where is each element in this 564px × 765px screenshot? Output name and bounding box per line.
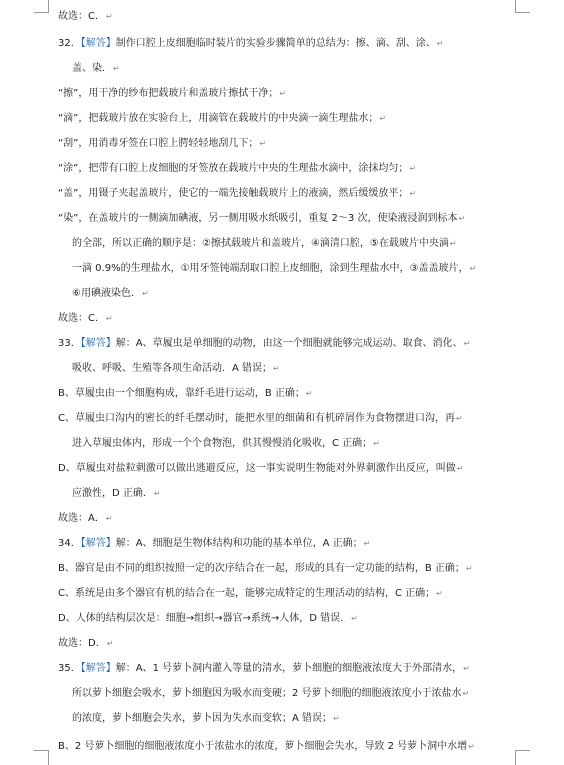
text-line xyxy=(0,637,564,651)
text-line xyxy=(0,62,564,76)
paragraph-mark-icon: ↵ xyxy=(436,39,444,48)
paragraph-mark-icon: ↵ xyxy=(456,464,464,473)
paragraph-mark-icon: ↵ xyxy=(153,489,161,498)
text-line xyxy=(0,362,564,376)
text-line xyxy=(0,662,564,676)
question-number: 35． xyxy=(58,663,81,674)
paragraph-mark-icon: ↵ xyxy=(105,314,113,323)
answer-tag: 【解答】 xyxy=(80,538,116,549)
text-line xyxy=(0,112,564,126)
paragraph-mark-icon: ↵ xyxy=(463,339,471,348)
text-line xyxy=(0,412,564,426)
line-text: “刮”，用消毒牙签在口腔上腭轻轻地刮几下； xyxy=(58,138,259,149)
text-line xyxy=(0,187,564,201)
paragraph-mark-icon: ↵ xyxy=(449,239,457,248)
line-text: 盖、染． xyxy=(72,63,112,74)
paragraph-mark-icon: ↵ xyxy=(113,64,120,73)
text-line xyxy=(0,237,564,251)
paragraph-mark-icon: ↵ xyxy=(463,664,470,673)
paragraph-mark-icon: ↵ xyxy=(436,589,443,598)
line-text: “涂”，把带有口腔上皮细胞的牙签放在载玻片中央的生理盐水滴中，涂抹均匀； xyxy=(58,163,409,174)
paragraph-mark-icon: ↵ xyxy=(468,742,475,751)
text-line xyxy=(0,162,564,176)
text-line xyxy=(0,137,564,151)
paragraph-mark-icon: ↵ xyxy=(373,439,380,448)
line-text: 解：A、草履虫是单细胞的动物，由这一个细胞就能够完成运动、取食、消化、 xyxy=(115,338,463,349)
text-line xyxy=(0,87,564,101)
line-text: 的浓度，萝卜细胞会失水，萝卜因为失水而变软；A 错误； xyxy=(72,713,333,724)
line-text: 应激性，D 正确． xyxy=(72,488,153,499)
paragraph-mark-icon: ↵ xyxy=(106,639,114,648)
paragraph-mark-icon: ↵ xyxy=(409,164,417,173)
line-text: “染”，在盖玻片的一侧滴加碘液，另一侧用吸水纸吸引，重复 2～3 次，使染液浸润到标本 xyxy=(58,213,458,224)
paragraph-mark-icon: ↵ xyxy=(462,689,470,698)
question-number: 34． xyxy=(58,538,81,549)
line-text: “盖”，用镊子夹起盖玻片，使它的一端先接触载玻片上的液滴，然后缓缓放平； xyxy=(58,188,409,199)
paragraph-mark-icon: ↵ xyxy=(105,514,113,523)
text-line xyxy=(0,287,564,301)
question-number: 33． xyxy=(58,338,81,349)
line-text: B、草履虫由一个细胞构成，靠纤毛进行运动，B 正确； xyxy=(58,388,305,399)
paragraph-mark-icon: ↵ xyxy=(279,89,287,98)
line-text: 所以萝卜细胞会吸水，萝卜细胞因为吸水而变硬；2 号萝卜细胞的细胞液浓度小于浓盐水 xyxy=(72,688,462,699)
paragraph-mark-icon: ↵ xyxy=(351,614,358,623)
line-text: 故选：C． xyxy=(58,11,105,22)
text-line xyxy=(0,562,564,576)
line-text: 制作口腔上皮细胞临时装片的实验步骤简单的总结为：擦、滴、刮、涂、 xyxy=(115,38,436,49)
line-text: B、器官是由不同的组织按照一定的次序结合在一起，形成的具有一定功能的结构，B 正确； xyxy=(58,563,465,574)
paragraph-mark-icon: ↵ xyxy=(469,264,477,273)
paragraph-mark-icon: ↵ xyxy=(259,139,267,148)
paragraph-mark-icon: ↵ xyxy=(363,539,371,548)
text-line xyxy=(0,462,564,476)
text-line xyxy=(0,512,564,526)
line-text: C、系统是由多个器官有机的结合在一起，能够完成特定的生理活动的结构，C 正确； xyxy=(58,588,436,599)
text-line xyxy=(0,337,564,351)
paragraph-mark-icon: ↵ xyxy=(458,214,466,223)
text-line xyxy=(0,262,564,276)
line-text: 吸收、呼吸、生殖等各项生命活动．A 错误； xyxy=(72,363,273,374)
text-line xyxy=(0,687,564,701)
line-text: 故选：D． xyxy=(58,638,106,649)
answer-tag: 【解答】 xyxy=(80,338,116,349)
line-text: D、人体的结构层次是：细胞→组织→器官→系统→人体，D 错误． xyxy=(58,613,351,624)
line-text: 的全部，所以正确的顺序是：②擦拭载玻片和盖玻片，④滴清口腔，⑤在载玻片中央滴 xyxy=(72,238,449,249)
text-line xyxy=(0,10,564,24)
line-text: “滴”，把载玻片放在实验台上，用滴管在载玻片的中央滴一滴生理盐水； xyxy=(58,113,379,124)
line-text: 故选：C． xyxy=(58,313,105,324)
paragraph-mark-icon: ↵ xyxy=(273,364,280,373)
paragraph-mark-icon: ↵ xyxy=(333,714,340,723)
line-text: 解：A、细胞是生物体结构和功能的基本单位，A 正确； xyxy=(115,538,363,549)
text-line xyxy=(0,712,564,726)
line-text: C、草履虫口沟内的密长的纤毛摆动时，能把水里的细菌和有机碎屑作为食物摆进口沟，再 xyxy=(58,413,455,424)
paragraph-mark-icon: ↵ xyxy=(409,189,417,198)
text-line xyxy=(0,537,564,551)
paragraph-mark-icon: ↵ xyxy=(305,389,313,398)
text-line xyxy=(0,387,564,401)
question-number: 32． xyxy=(58,38,81,49)
paragraph-mark-icon: ↵ xyxy=(105,12,113,21)
line-text: 一滴 0.9%的生理盐水，①用牙签钝端刮取口腔上皮细胞，涂到生理盐水中，③盖盖玻片， xyxy=(72,263,469,274)
text-line xyxy=(0,612,564,626)
line-text: “擦”，用干净的纱布把载玻片和盖玻片擦拭干净； xyxy=(58,88,279,99)
paragraph-mark-icon: ↵ xyxy=(141,289,149,298)
text-line xyxy=(0,487,564,501)
paragraph-mark-icon: ↵ xyxy=(455,414,463,423)
line-text: 进入草履虫体内，形成一个个食物泡，供其慢慢消化吸收，C 正确； xyxy=(72,438,373,449)
answer-tag: 【解答】 xyxy=(80,38,116,49)
text-line xyxy=(0,437,564,451)
line-text: 解：A、1 号萝卜洞内灌入等量的清水，萝卜细胞的细胞液浓度大于外部清水， xyxy=(115,663,463,674)
line-text: ⑥用碘液染色． xyxy=(72,288,141,299)
text-line xyxy=(0,37,564,51)
text-line xyxy=(0,312,564,326)
line-text: B、2 号萝卜细胞的细胞液浓度小于浓盐水的浓度，萝卜细胞会失水，导致 2 号萝卜洞中水增 xyxy=(58,741,468,752)
text-line xyxy=(0,740,564,754)
answer-tag: 【解答】 xyxy=(80,663,116,674)
text-line xyxy=(0,212,564,226)
text-line xyxy=(0,587,564,601)
line-text: D、草履虫对盐粒刺激可以做出逃避反应，这一事实说明生物能对外界刺激作出反应，叫做 xyxy=(58,463,456,474)
line-text: 故选：A． xyxy=(58,513,105,524)
paragraph-mark-icon: ↵ xyxy=(379,114,387,123)
paragraph-mark-icon: ↵ xyxy=(465,564,473,573)
